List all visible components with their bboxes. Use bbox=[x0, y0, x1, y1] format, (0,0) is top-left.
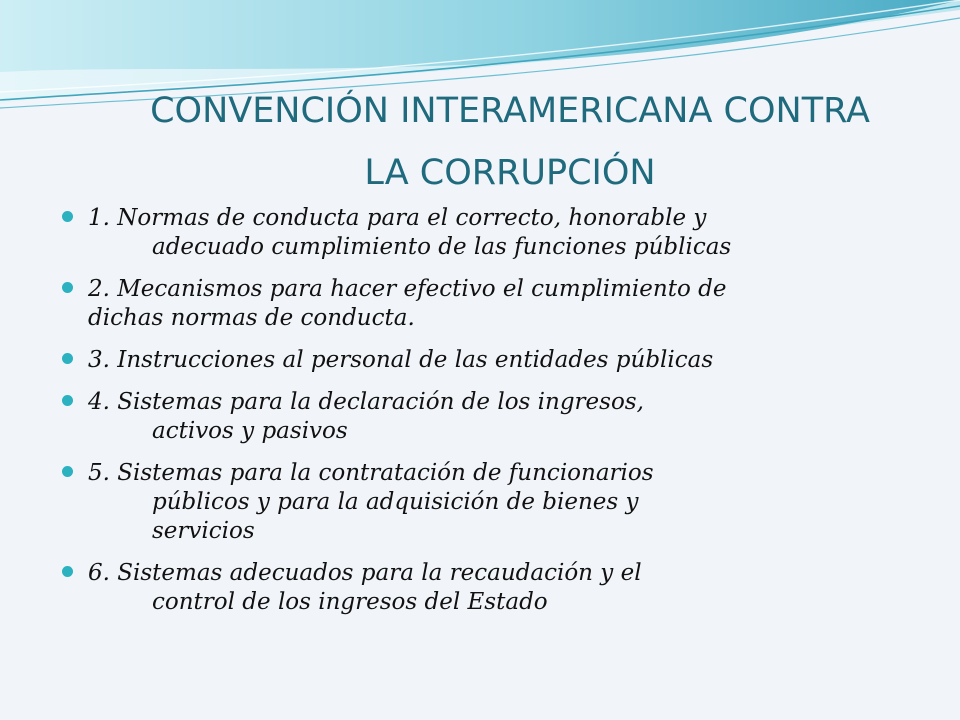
list-item bbox=[62, 275, 922, 333]
bullet-dot-icon bbox=[62, 353, 73, 364]
list-item bbox=[62, 559, 922, 617]
list-item-text: adecuado cumplimiento de las funciones públicas bbox=[152, 234, 732, 260]
list-item-text: control de los ingresos del Estado bbox=[152, 589, 548, 615]
bullet-dot-icon bbox=[62, 395, 73, 406]
list-item bbox=[62, 459, 922, 546]
list-item-text: servicios bbox=[152, 518, 255, 544]
bullet-dot-icon bbox=[62, 566, 73, 577]
list-item-text: 2. Mecanismos para hacer efectivo el cumplimiento de bbox=[88, 276, 727, 302]
list-item-text: dichas normas de conducta. bbox=[88, 305, 415, 331]
list-item-text: activos y pasivos bbox=[152, 418, 348, 444]
list-item bbox=[62, 204, 922, 262]
wave-front bbox=[0, 0, 960, 72]
slide-title bbox=[90, 80, 930, 204]
list-item bbox=[62, 388, 922, 446]
list-item-text: 4. Sistemas para la declaración de los ingresos, bbox=[88, 389, 644, 415]
list-item-text: 3. Instrucciones al personal de las entidades públicas bbox=[88, 347, 714, 373]
list-item-text: 5. Sistemas para la contratación de funcionarios bbox=[88, 460, 654, 486]
list-item-text: 1. Normas de conducta para el correcto, honorable y bbox=[88, 205, 707, 231]
list-item bbox=[62, 346, 922, 375]
list-item-text: 6. Sistemas adecuados para la recaudación y el bbox=[88, 560, 642, 586]
bullet-dot-icon bbox=[62, 466, 73, 477]
bullet-dot-icon bbox=[62, 282, 73, 293]
slide-title-line-2: LA CORRUPCIÓN bbox=[364, 153, 656, 193]
bullet-dot-icon bbox=[62, 211, 73, 222]
slide-title-line-1: CONVENCIÓN INTERAMERICANA CONTRA bbox=[150, 91, 870, 131]
list-item-text: públicos y para la adquisición de bienes y bbox=[152, 489, 639, 515]
bullet-list bbox=[62, 204, 922, 630]
